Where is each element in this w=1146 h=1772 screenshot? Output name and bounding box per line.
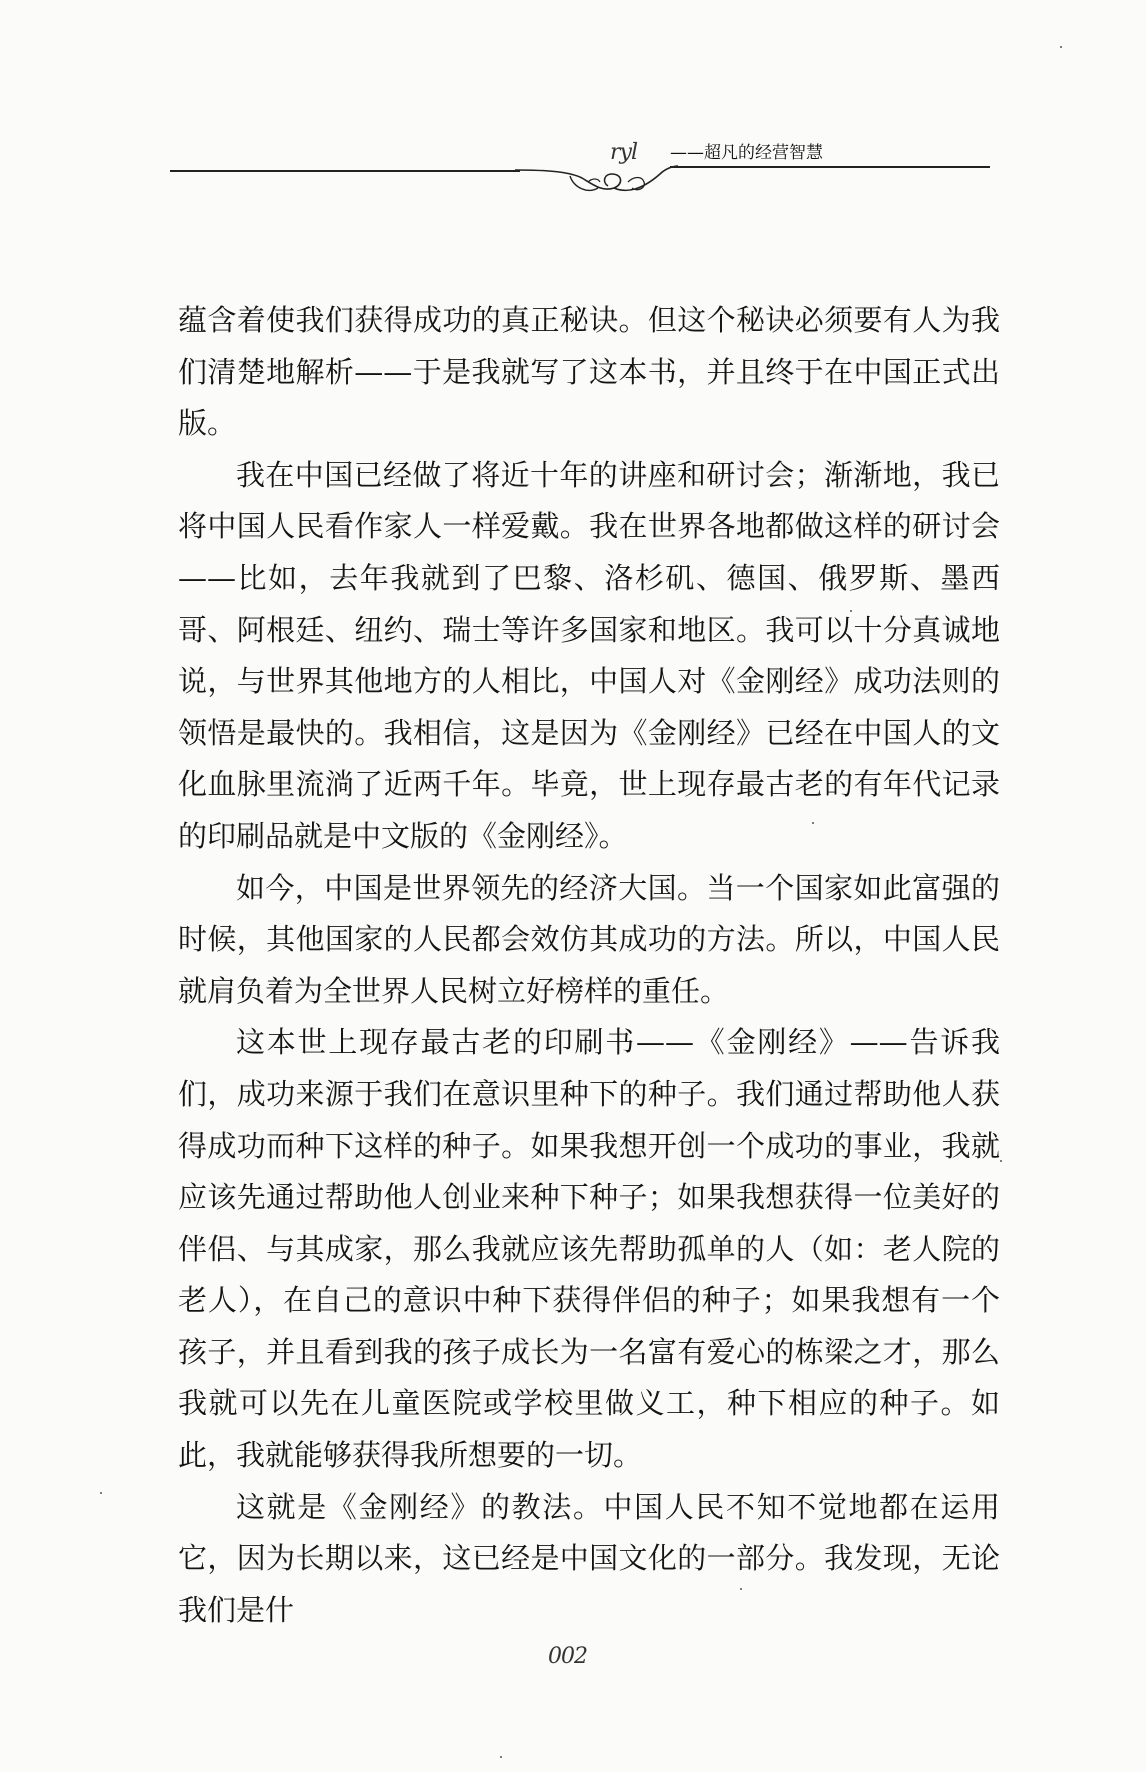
scan-speck — [740, 1588, 742, 1590]
scroll-ornament-icon — [510, 148, 680, 208]
paragraph: 这本世上现存最古老的印刷书——《金刚经》——告诉我们，成功来源于我们在意识里种下的种子。我们通过帮助他人获得成功而种下这样的种子。如果我想开创一个成功的事业，我就应该先通过帮助他人创业来种下种子；如果我想获得一位美好的伴侣、与其成家，那么我就应该先帮助孤单的人（如：老人院的老人），在自己的意识中种下获得伴侣的种子；如果我想有一个孩子，并且看到我的孩子成长为一名富有爱心的栋梁之才，那么我就可以先在儿童医院或学校里做义工，种下相应的种子。如此，我就能够获得我所想要的一切。 — [178, 1025, 1000, 1473]
paragraph: 如今，中国是世界领先的经济大国。当一个国家如此富强的时候，其他国家的人民都会效仿其成功的方法。所以，中国人民就肩负着为全世界人民树立好榜样的重任。 — [178, 870, 1000, 1008]
scan-speck — [100, 1492, 102, 1494]
body-text — [178, 295, 1000, 1636]
header-mark: ryl — [610, 140, 637, 165]
running-title: ——超凡的经营智慧 — [670, 143, 823, 163]
header-rule-right — [670, 166, 990, 168]
scan-speck — [1060, 46, 1062, 48]
paragraph: 我在中国已经做了将近十年的讲座和研讨会；渐渐地，我已将中国人民看作家人一样爱戴。我在世界各地都做这样的研讨会——比如，去年我就到了巴黎、洛杉矶、德国、俄罗斯、墨西哥、阿根廷、纽约、瑞士等许多国家和地区。我可以十分真诚地说，与世界其他地方的人相比，中国人对《金刚经》成功法则的领悟是最快的。我相信，这是因为《金刚经》已经在中国人的文化血脉里流淌了近两千年。毕竟，世上现存最古老的有年代记录的印刷品就是中文版的《金刚经》。 — [178, 457, 1000, 853]
scan-speck — [812, 822, 814, 824]
page-number: 002 — [548, 1644, 587, 1669]
header-rule-left — [170, 170, 520, 172]
scan-speck — [850, 610, 852, 612]
scan-speck — [500, 1756, 502, 1758]
paragraph: 蕴含着使我们获得成功的真正秘诀。但这个秘诀必须要有人为我们清楚地解析——于是我就写了这本书，并且终于在中国正式出版。 — [178, 303, 1000, 441]
scan-speck — [1000, 1160, 1002, 1162]
running-header — [170, 128, 990, 208]
paragraph: 这就是《金刚经》的教法。中国人民不知不觉地都在运用它，因为长期以来，这已经是中国文化的一部分。我发现，无论我们是什 — [178, 1489, 1000, 1627]
